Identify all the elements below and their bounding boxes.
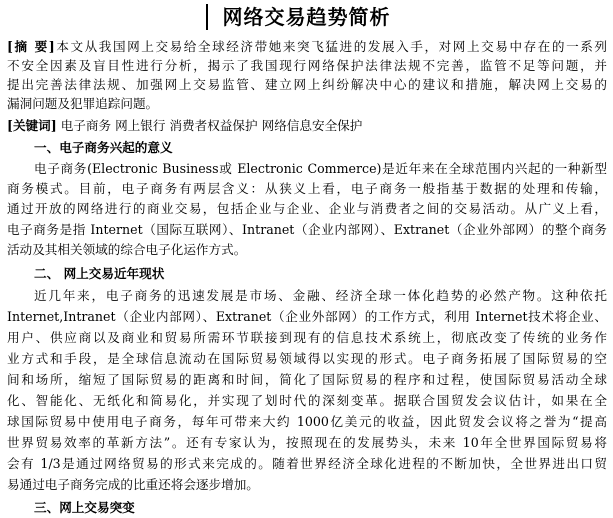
abstract-line-4: 漏洞问题及犯罪追踪问题。 [7, 96, 159, 111]
section-2-line-4: 业方式和手段，是全球信息流动在国际贸易领域得以实现的形式。电子商务拓展了国际贸易的空 [7, 351, 607, 366]
abstract-text: 本文从我国网上交易给全球经济带她来突飞猛进的发展入手，对网上交易中存在的一系列 [54, 39, 607, 54]
keywords-line [7, 118, 607, 134]
keywords-text: 电子商务 网上银行 消费者权益保护 网络信息安全保护 [56, 118, 363, 133]
section-2-line-10: 易通过电子商务完成的比重还将会逐步增加。 [7, 477, 259, 492]
section-1-line-1: 电子商务(Electronic Business或 Electronic Commerce)是近年来在全球范围内兴起的一种新型 [34, 161, 607, 176]
document-title: 网络交易趋势简析 [222, 5, 391, 29]
section-heading-2: 二、 网上交易近年现状 [34, 266, 165, 281]
section-2-line-5: 间和场所，缩短了国际贸易的距离和时间，简化了国际贸易的程序和过程，使国际贸易活动全球 [7, 372, 607, 387]
section-2-line-9: 会有 1/3是通过网络贸易的形式来完成的。随着世界经济全球化进程的不断加快，全世界进出口贸 [7, 456, 607, 471]
section-2-line-8: 世界贸易效率的革新方法”。还有专家认为，按照现在的发展势头，未来 10年全世界国际贸易将 [7, 435, 607, 450]
section-2-line-3: 用户、供应商以及商业和贸易所需环节联接到现有的信息技术系统上，彻底改变了传统的业务作 [7, 330, 607, 345]
keywords-label: [关键词] [7, 118, 57, 133]
section-2-line-7: 球国际贸易中使用电子商务，每年可带来大约 1000亿美元的收益，因此贸发会议将之誉为“提高 [7, 414, 607, 429]
abstract-line-2: 不安全因素及盲目性进行分析，揭示了我国现行网络保护法律法规不完善，监管不足等问题，并 [7, 58, 607, 73]
section-1-line-2: 商务模式。目前，电子商务有两层含义：从狭义上看，电子商务一般指基于数据的处理和传输， [7, 181, 607, 196]
section-2-line-1: 近几年来，电子商务的迅速发展是市场、金融、经济全球一体化趋势的必然产物。这种依托 [34, 288, 607, 303]
abstract-line-1 [7, 39, 607, 55]
section-2-line-2: Internet,Intranet（企业内部网）、Extranet（企业外部网）的工作方式，利用 Internet技术将企业、 [7, 309, 607, 324]
abstract-label: [摘 要] [7, 39, 55, 54]
section-2-line-6: 化、智能化、无纸化和简易化，并实现了划时代的深刻变革。据联合国贸发会议估计，如果在全 [7, 393, 607, 408]
section-1-line-3: 通过开放的网络进行的商业交易，包括企业与企业、企业与消费者之间的交易活动。从广义上看， [7, 201, 607, 216]
section-1-line-5: 活动及其相关领域的综合电子化运作方式。 [7, 242, 247, 257]
section-heading-3: 三、网上交易突变 [34, 500, 135, 515]
abstract-line-3: 提出完善法律法规、加强网上交易监管、建立网上纠纷解决中心的建议和措施，解决网上交易的 [7, 77, 607, 92]
section-heading-1: 一、电子商务兴起的意义 [34, 140, 173, 155]
section-1-line-4: 电子商务是指 Internet（国际互联网）、Intranet（企业内部网）、Extranet（企业外部网）的整个商务 [7, 222, 607, 237]
